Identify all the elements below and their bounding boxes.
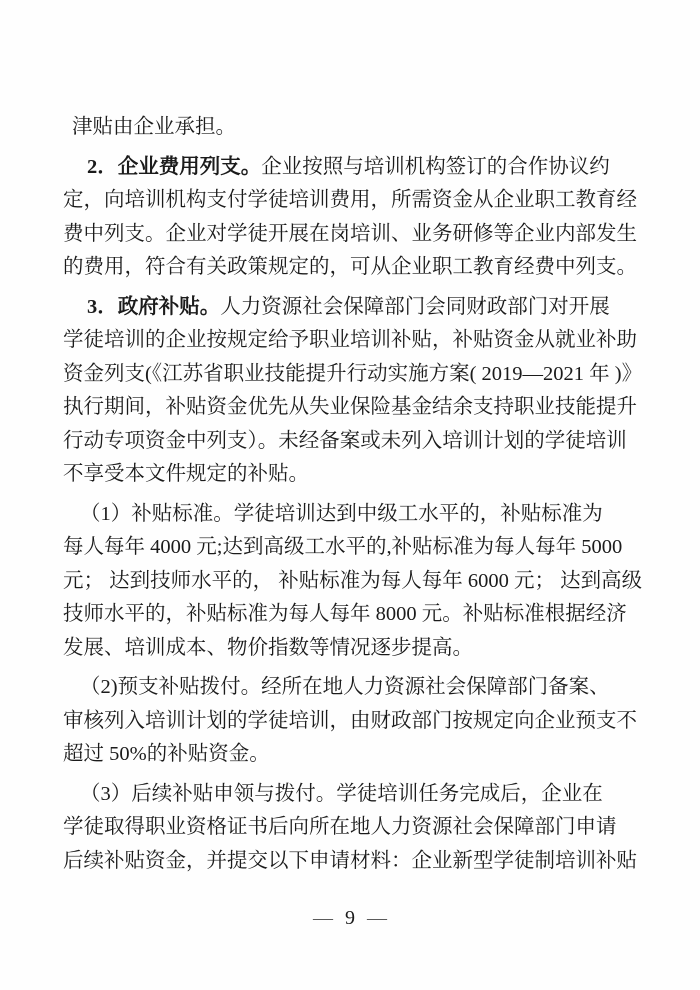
line-text: 人力资源社会保障部门会同财政部门对开展 xyxy=(220,295,610,318)
body-line: 不享受本文件规定的补贴。 xyxy=(63,463,309,485)
body-line: 学徒培训的企业按规定给予职业培训补贴，补贴资金从就业补助 xyxy=(63,329,637,351)
footer-right-dash: — xyxy=(367,907,387,929)
body-line: 学徒取得职业资格证书后向所在地人力资源社会保障部门申请 xyxy=(63,816,617,838)
body-line: 发展、培训成本、物价指数等情况逐步提高。 xyxy=(63,636,473,659)
page-number: 9 xyxy=(345,907,355,929)
line-text: 企业按照与培训机构签订的合作协议约 xyxy=(261,155,610,178)
body-line: 定，向培训机构支付学徒培训费用，所需资金从企业职工教育经 xyxy=(63,189,637,211)
body-line: 行动专项资金中列支）。未经备案或未列入培训计划的学徒培训 xyxy=(63,429,627,452)
body-line: 执行期间，补贴资金优先从失业保险基金结余支持职业技能提升 xyxy=(63,396,637,418)
body-line: 审核列入培训计划的学徒培训，由财政部门按规定向企业预支不 xyxy=(63,709,637,732)
body-line: 津贴由企业承担。 xyxy=(72,116,236,138)
paragraph-lead: 3．政府补贴。 xyxy=(87,295,221,318)
paragraph-lead: 2．企业费用列支。 xyxy=(87,155,262,178)
page-footer xyxy=(0,903,700,933)
footer-left-dash: — xyxy=(313,907,333,929)
body-line xyxy=(63,291,640,325)
body-line: 每人每年 4000 元;达到高级工水平的,补贴标准为每人每年 5000 xyxy=(63,536,623,558)
body-line: 元； 达到技师水平的， 补贴标准为每人每年 6000 元； 达到高级 xyxy=(63,569,643,592)
body-line: （2)预支补贴拨付。经所在地人力资源社会保障部门备案、 xyxy=(80,676,610,698)
body-line: 的费用，符合有关政策规定的，可从企业职工教育经费中列支。 xyxy=(63,256,637,278)
body-line: 费中列支。企业对学徒开展在岗培训、业务研修等企业内部发生 xyxy=(63,222,637,245)
body-line: （1）补贴标准。学徒培训达到中级工水平的，补贴标准为 xyxy=(80,502,603,525)
document-body xyxy=(63,111,643,878)
body-line: 超过 50%的补贴资金。 xyxy=(63,743,270,765)
body-line: 资金列支(《江苏省职业技能提升行动实施方案( 2019—2021 年 )》 xyxy=(63,362,643,385)
body-line: 技师水平的，补贴标准为每人每年 8000 元。补贴标准根据经济 xyxy=(63,603,627,625)
body-line: （3）后续补贴申领与拨付。学徒培训任务完成后，企业在 xyxy=(80,782,603,805)
body-line xyxy=(63,151,640,185)
body-line: 后续补贴资金，并提交以下申请材料：企业新型学徒制培训补贴 xyxy=(63,849,637,872)
